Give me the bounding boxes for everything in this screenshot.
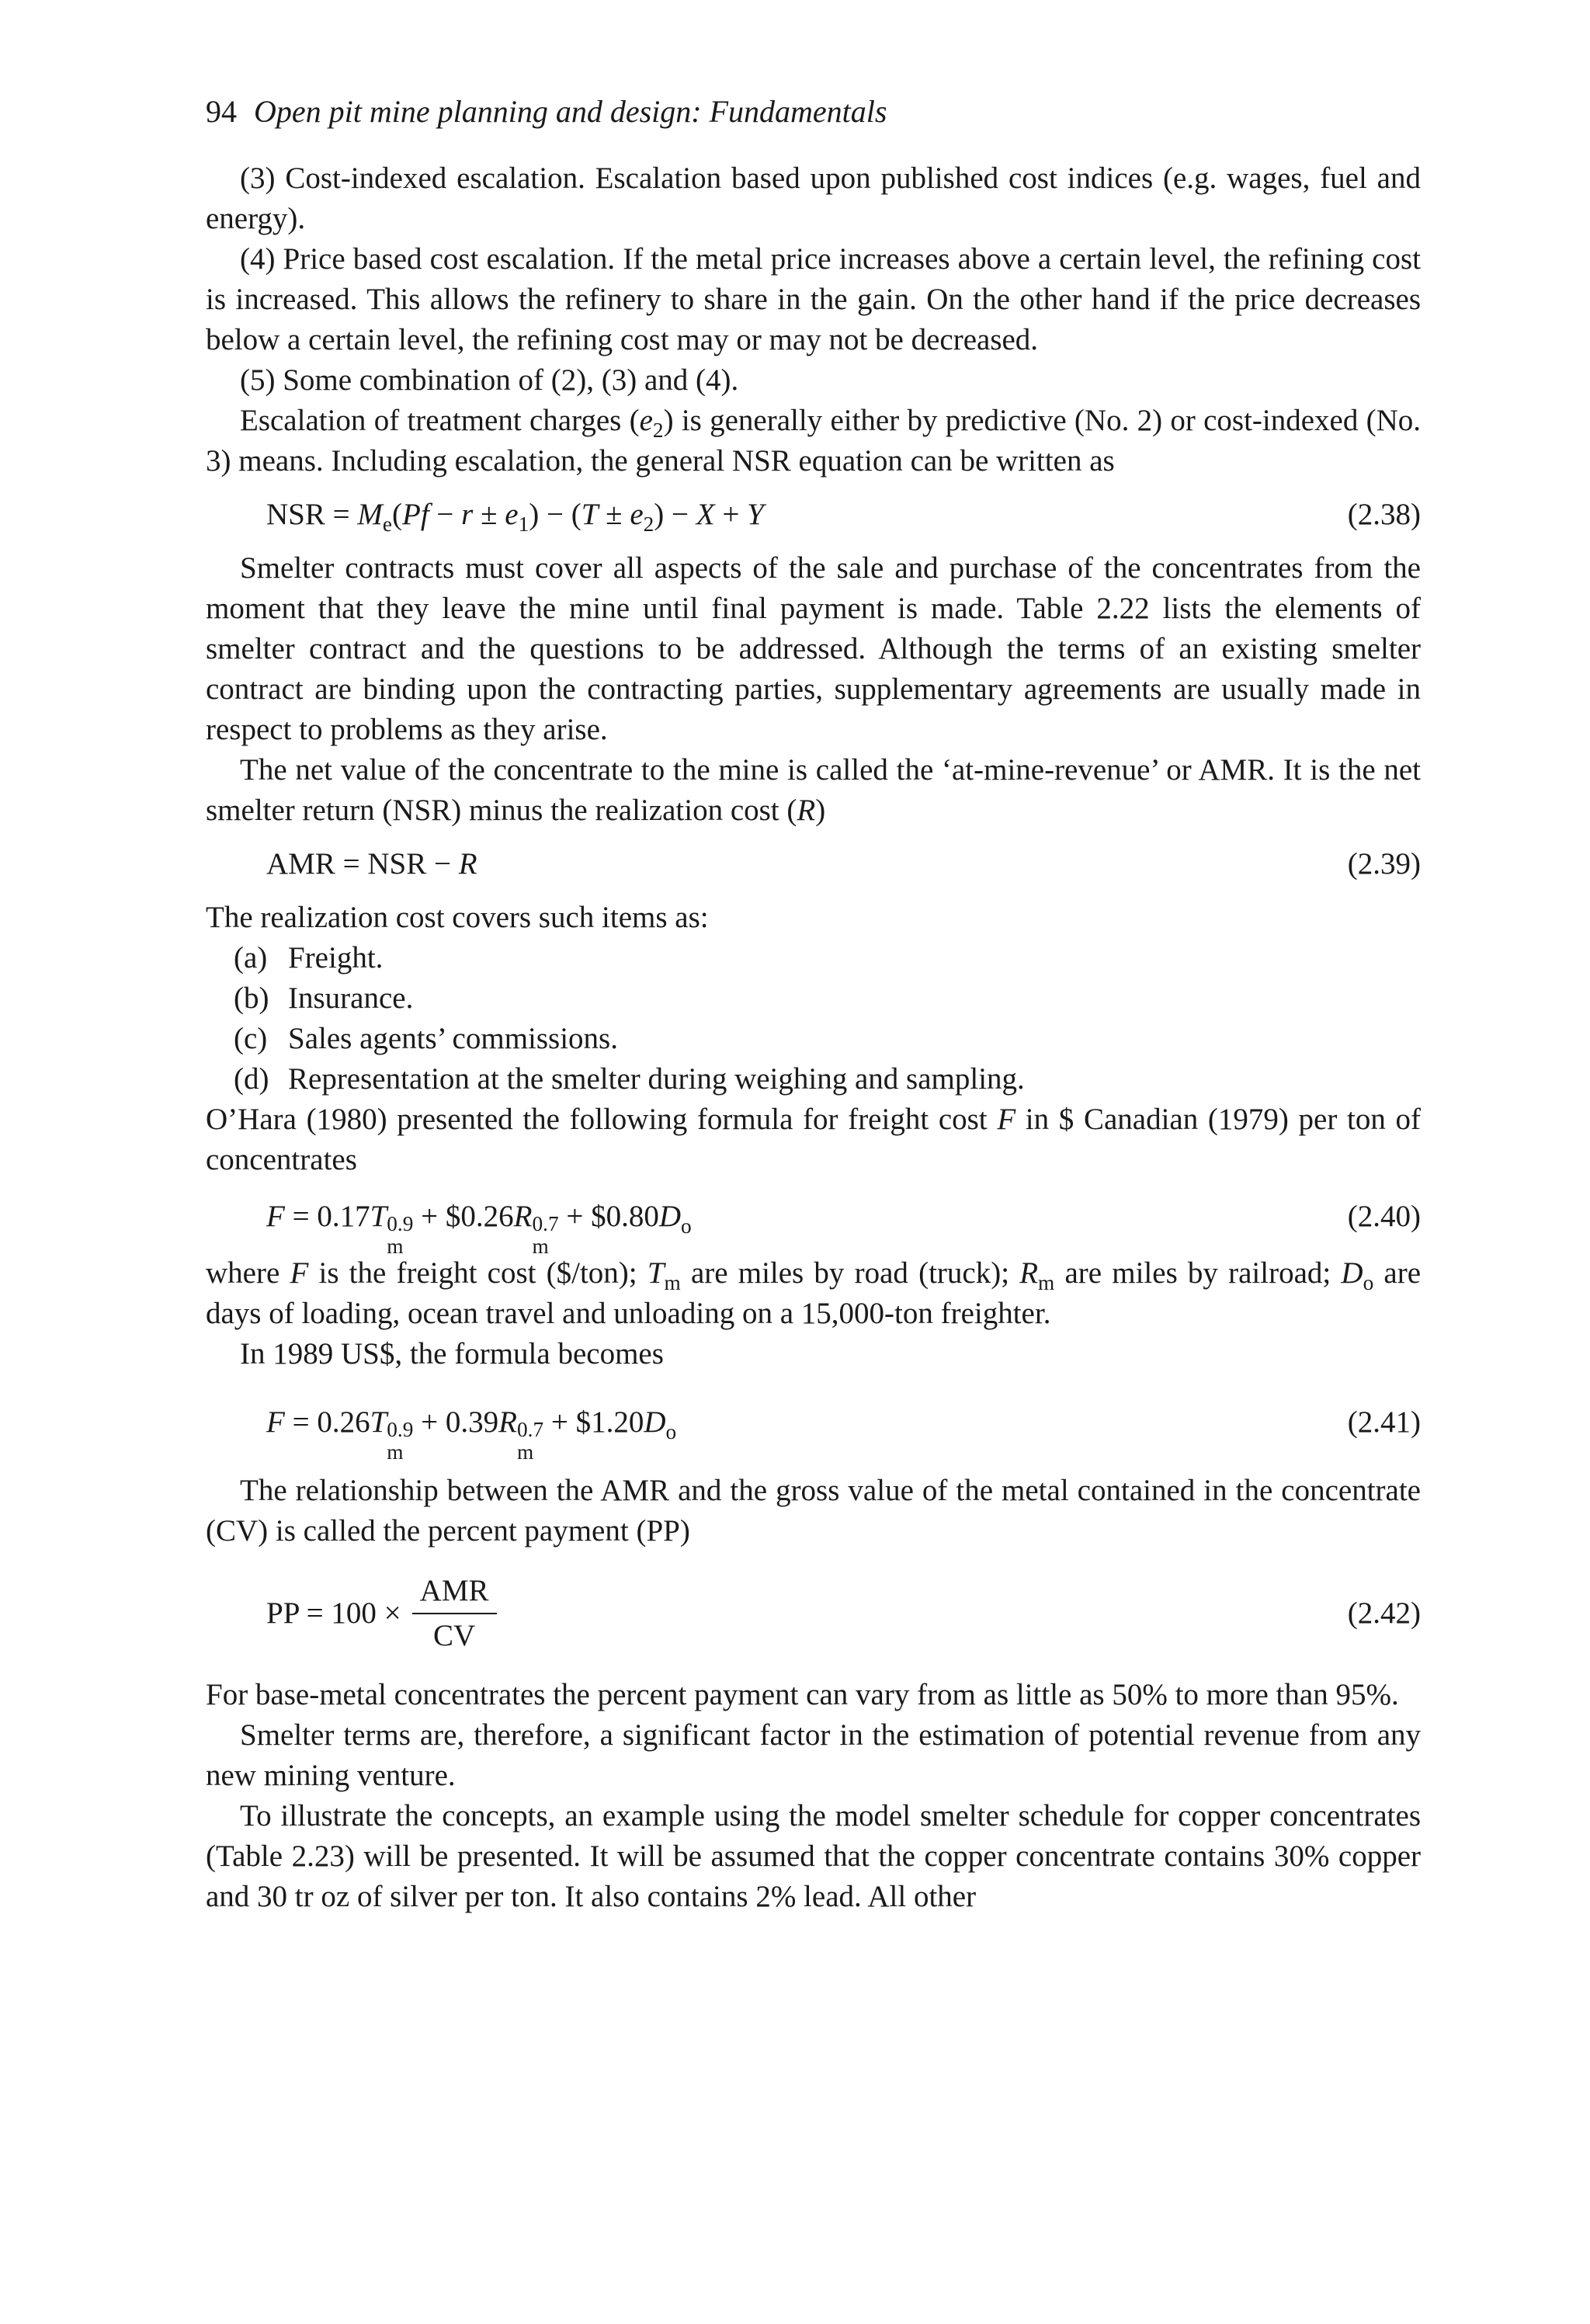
fraction: $\frac{\text{AMR}}{CV}$ <box>412 1572 497 1655</box>
list-item: (d) Representation at the smelter during weighing and sampling. <box>234 1062 1025 1096</box>
equation-number: (2.38) <box>1347 498 1421 531</box>
realization-items-list <box>206 938 1421 1099</box>
equation-2-40: F = 0.17T 0.9 m + $0.26R 0.7 m + $\$0.80D_o$ (2.40) <box>206 1193 1421 1240</box>
paragraph-amr: The net value of the concentrate to the mine is called the ‘at-mine-revenue’ or AMR. It is the net smelter return (NSR) minus the realization cost (R) <box>206 753 1421 827</box>
paragraph-smelter-contracts: Smelter contracts must cover all aspects of the sale and purchase of the concentrates from the moment that they leave the mine until final payment is made. Table 2.22 lists the elements of smelter contract and the questions to be addressed. Although the terms of an existing smelter contract are binding upon the contracting parties, supplementary agreements are usually made in respect to problems as they arise. <box>206 551 1421 746</box>
body-text <box>206 158 1421 1917</box>
running-head <box>206 92 1421 132</box>
equation-number: (2.41) <box>1347 1405 1421 1439</box>
paragraph-ohara: O’Hara (1980) presented the following formula for freight cost F in $ Canadian (1979) per ton of concentrates <box>206 1103 1421 1176</box>
paragraph-percent-payment: The relationship between the AMR and the gross value of the metal contained in the concentrate (CV) is called the percent payment (PP) <box>206 1474 1421 1548</box>
equation-2-39: AMR = NSR − R (2.39) <box>206 844 1421 884</box>
paragraph-smelter-terms: Smelter terms are, therefore, a significant factor in the estimation of potential revenue from any new mining venture. <box>206 1718 1421 1792</box>
paragraph-realization-cost: The realization cost covers such items as: <box>206 901 709 934</box>
paragraph-where: where F is the freight cost ($/ton); $T_m$ are miles by road (truck); $R_m$ are miles by railroad; $D_o$ are days of loading, ocean travel and unloading on a 15,000-ton freighter. <box>206 1256 1422 1330</box>
equation-number: (2.42) <box>1347 1596 1421 1630</box>
list-item: (a) Freight. <box>234 941 384 974</box>
paragraph-illustrate: To illustrate the concepts, an example using the model smelter schedule for copper concentrates (Table 2.23) will be presented. It will be assumed that the copper concentrate contains 30% copper and 30 tr oz of silver per ton. It also contains 2% lead. All other <box>206 1799 1421 1913</box>
equation-number: (2.40) <box>1347 1200 1421 1233</box>
paragraph-cost-indexed: (3) Cost-indexed escalation. Escalation based upon published cost indices (e.g. wages, fuel and energy). <box>206 162 1421 235</box>
equation-2-41: F = 0.26T 0.9 m + 0.39R 0.7 m + $\$1.20D_o$ (2.41) <box>206 1399 1421 1446</box>
list-item: (b) Insurance. <box>234 981 414 1015</box>
paragraph-escalation: Escalation of treatment charges $(e_2)$ is generally either by predictive (No. 2) or cost-indexed (No. 3) means. Including escalation, the general NSR equation can be written as <box>206 404 1422 478</box>
paragraph-base-metal: For base-metal concentrates the percent payment can vary from as little as 50% to more than 95%. <box>206 1678 1399 1711</box>
paragraph-combination: (5) Some combination of (2), (3) and (4). <box>240 363 739 397</box>
equation-2-38: NSR = $M_e(Pf - r \pm e_1) - (T \pm e_2) - X + Y$ (2.38) <box>206 495 1421 535</box>
equation-2-42: PP = 100 × $\frac{\text{AMR}}{CV}$ (2.42) <box>206 1568 1421 1658</box>
paragraph-price-based: (4) Price based cost escalation. If the metal price increases above a certain level, the refining cost is increased. This allows the refinery to share in the gain. On the other hand if the price decreases below a certain level, the refining cost may or may not be decreased. <box>206 242 1421 356</box>
list-item: (c) Sales agents’ commissions. <box>234 1022 618 1055</box>
book-subtitle: : Fundamentals <box>691 94 887 129</box>
paragraph-1989: In 1989 US$, the formula becomes <box>240 1337 664 1370</box>
equation-number: (2.39) <box>1347 847 1421 881</box>
page-number: 94 <box>206 94 237 129</box>
book-title: Open pit mine planning and design <box>254 94 692 129</box>
page <box>206 92 1421 1917</box>
